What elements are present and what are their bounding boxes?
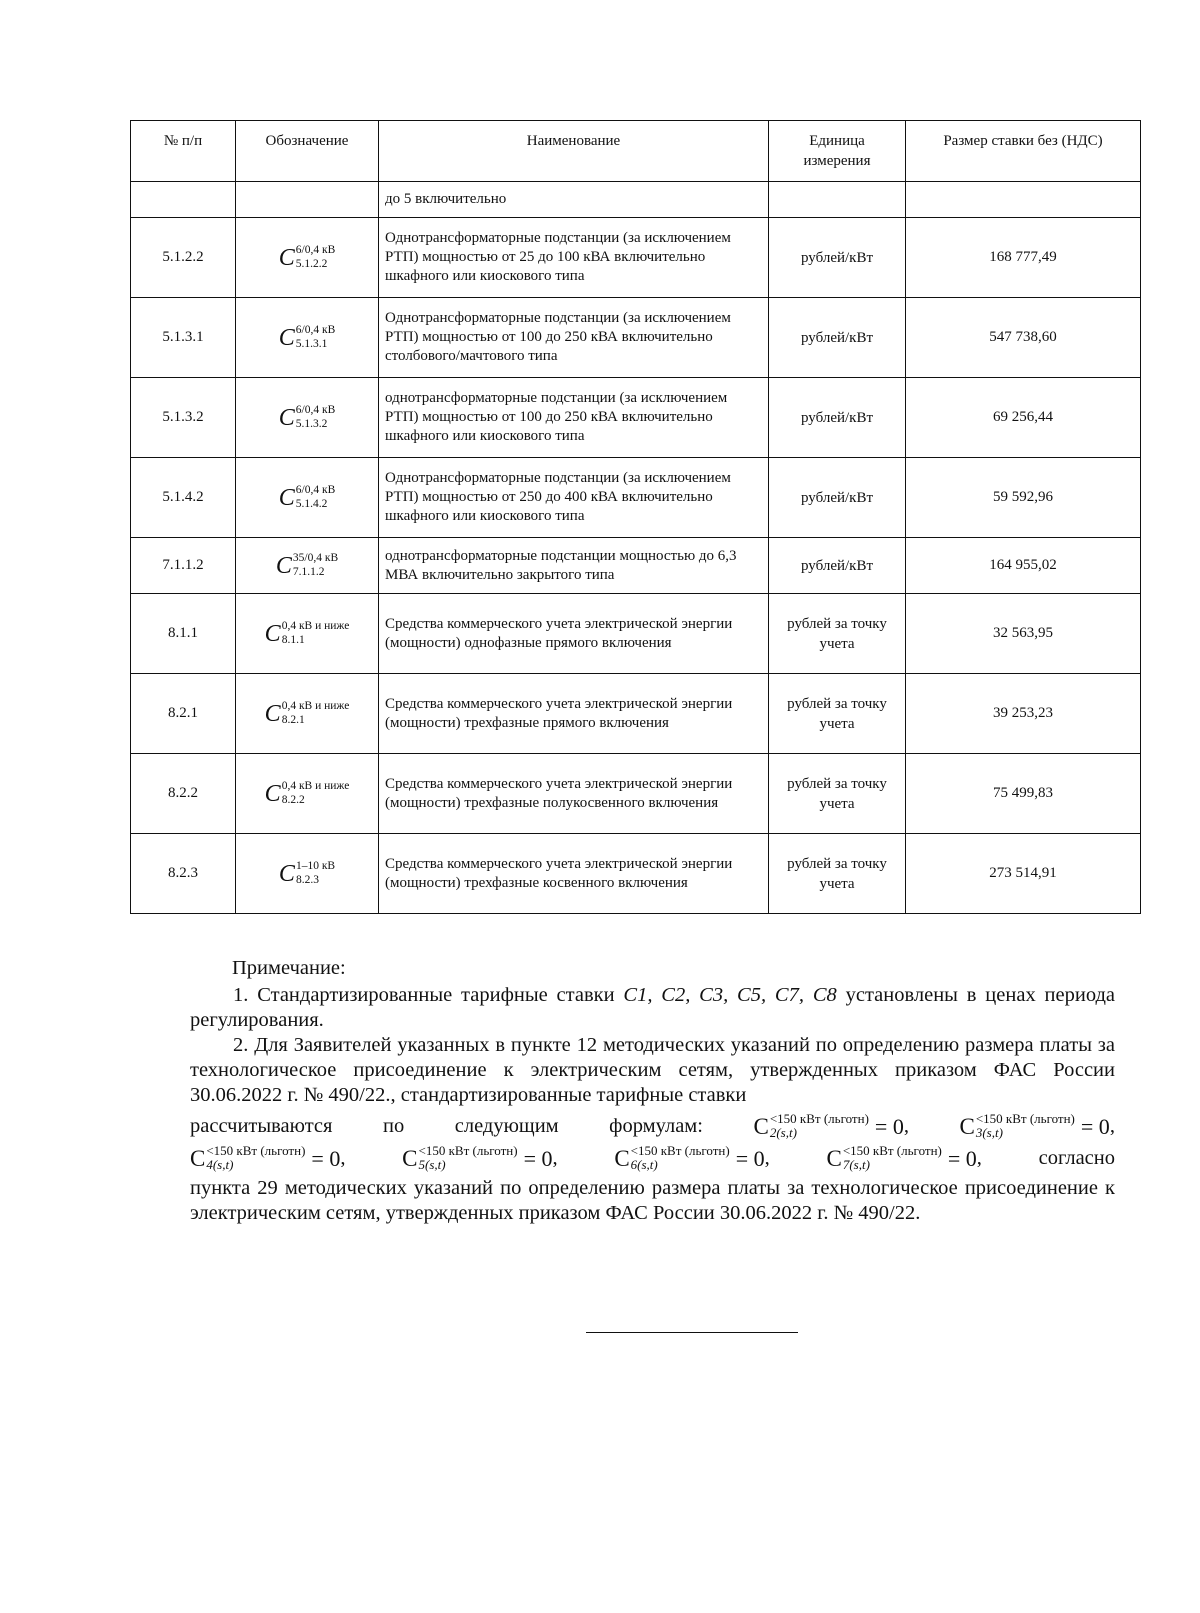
row-name: Средства коммерческого учета электрической энергии (мощности) однофазные прямого включения [379, 594, 769, 674]
column-header-unit: Единица измерения [769, 121, 906, 182]
row-name: Однотрансформаторные подстанции (за исключением РТП) мощностью от 250 до 400 кВА включительно шкафного или киоскового типа [379, 458, 769, 538]
row-rate-value: 168 777,49 [906, 218, 1141, 298]
formula-c5: C <150 кВт (льготн) 5(s,t) = 0 , [402, 1143, 558, 1172]
row-symbol [236, 298, 379, 378]
row-unit: рублей за точку учета [769, 754, 906, 834]
row-rate-value: 547 738,60 [906, 298, 1141, 378]
row-unit: рублей за точку учета [769, 594, 906, 674]
note-2-text: 2. Для Заявителей указанных в пункте 12 методических указаний по определению размера платы за технологическое присоединение к электрическим сетям, утвержденных приказом ФАС России 30.06.2022 г. № 490/22., стандартизированные тарифные ставки [190, 1034, 1115, 1106]
row-rate-value [906, 182, 1141, 218]
tariff-rates-table [130, 120, 1141, 914]
column-header-name: Наименование [379, 121, 769, 182]
rate-symbol: C 6/0,4 кВ 5.1.3.1 [278, 324, 336, 351]
row-number: 7.1.1.2 [131, 538, 236, 594]
row-rate-value: 273 514,91 [906, 834, 1141, 914]
note-1: 1. Стандартизированные тарифные ставки C1, C2, C3, C5, C7, C8 установлены в ценах периода регулирования. [190, 984, 1116, 1031]
rate-symbol: C 6/0,4 кВ 5.1.2.2 [278, 244, 336, 271]
row-name: Средства коммерческого учета электрической энергии (мощности) трехфазные полукосвенного включения [379, 754, 769, 834]
row-number [131, 182, 236, 218]
row-symbol [236, 458, 379, 538]
row-rate-value: 75 499,83 [906, 754, 1141, 834]
rate-symbol: C 0,4 кВ и ниже 8.1.1 [264, 620, 350, 647]
table-body [131, 182, 1141, 914]
formula-c2: C <150 кВт (льготн) 2(s,t) = 0 , [753, 1111, 909, 1140]
table-row [131, 594, 1141, 674]
formula-c7: C <150 кВт (льготн) 7(s,t) = 0 , [826, 1143, 982, 1172]
row-symbol [236, 378, 379, 458]
table-row [131, 538, 1141, 594]
row-name: до 5 включительно [379, 182, 769, 218]
row-unit: рублей за точку учета [769, 834, 906, 914]
table-row [131, 218, 1141, 298]
notes-heading: Примечание: [232, 957, 346, 979]
row-number: 8.1.1 [131, 594, 236, 674]
table-row [131, 834, 1141, 914]
row-unit: рублей/кВт [769, 378, 906, 458]
row-number: 5.1.2.2 [131, 218, 236, 298]
rate-symbol: C 0,4 кВ и ниже 8.2.1 [264, 700, 350, 727]
row-symbol [236, 538, 379, 594]
row-number: 5.1.4.2 [131, 458, 236, 538]
row-rate-value: 39 253,23 [906, 674, 1141, 754]
formula-c3: C <150 кВт (льготн) 3(s,t) = 0 , [959, 1111, 1115, 1140]
rate-symbols: C1, C2, C3, C5, C7, C8 [623, 984, 837, 1006]
row-unit: рублей/кВт [769, 538, 906, 594]
formula-line-1: рассчитываются по следующим формулам: C <150 кВт (льготн) 2(s,t) = 0 , C <150 кВт (льготн) 3(s,t) = 0 , [190, 1111, 1115, 1140]
row-unit: рублей за точку учета [769, 674, 906, 754]
rate-symbol: C 6/0,4 кВ 5.1.3.2 [278, 404, 336, 431]
table-row [131, 378, 1141, 458]
row-symbol [236, 182, 379, 218]
table-row [131, 298, 1141, 378]
table-row [131, 182, 1141, 218]
rate-symbol: C 1–10 кВ 8.2.3 [278, 860, 336, 887]
formula-line-2: C <150 кВт (льготн) 4(s,t) = 0 , C <150 кВт (льготн) 5(s,t) = 0 , C <150 кВт (льготн) 6(s,t) = 0 , C <150 кВт (льготн) 7(s,t) = 0 , согласно [190, 1143, 1115, 1172]
row-symbol [236, 674, 379, 754]
table-row [131, 754, 1141, 834]
row-number: 5.1.3.1 [131, 298, 236, 378]
table-row [131, 674, 1141, 754]
row-unit: рублей/кВт [769, 298, 906, 378]
column-header-number: № п/п [131, 121, 236, 182]
row-name: Средства коммерческого учета электрической энергии (мощности) трехфазные прямого включения [379, 674, 769, 754]
formula-c4: C <150 кВт (льготн) 4(s,t) = 0 , [190, 1143, 346, 1172]
row-unit [769, 182, 906, 218]
note-2-end: пункта 29 методических указаний по определению размера платы за технологическое присоединение к электрическим сетям, утвержденных приказом ФАС России 30.06.2022 г. № 490/22. [190, 1177, 1115, 1224]
row-unit: рублей/кВт [769, 458, 906, 538]
row-rate-value: 59 592,96 [906, 458, 1141, 538]
row-symbol [236, 218, 379, 298]
row-symbol [236, 754, 379, 834]
row-number: 8.2.3 [131, 834, 236, 914]
row-name: Средства коммерческого учета электрической энергии (мощности) трехфазные косвенного включения [379, 834, 769, 914]
row-name: Однотрансформаторные подстанции (за исключением РТП) мощностью от 25 до 100 кВА включительно шкафного или киоскового типа [379, 218, 769, 298]
row-name: однотрансформаторные подстанции мощностью до 6,3 МВА включительно закрытого типа [379, 538, 769, 594]
separator-line [586, 1332, 798, 1333]
row-number: 5.1.3.2 [131, 378, 236, 458]
row-unit: рублей/кВт [769, 218, 906, 298]
row-symbol [236, 594, 379, 674]
formula-c6: C <150 кВт (льготн) 6(s,t) = 0 , [614, 1143, 770, 1172]
row-rate-value: 164 955,02 [906, 538, 1141, 594]
column-header-symbol: Обозначение [236, 121, 379, 182]
row-rate-value: 32 563,95 [906, 594, 1141, 674]
row-name: Однотрансформаторные подстанции (за исключением РТП) мощностью от 100 до 250 кВА включительно столбового/мачтового типа [379, 298, 769, 378]
rate-symbol: C 0,4 кВ и ниже 8.2.2 [264, 780, 350, 807]
row-number: 8.2.2 [131, 754, 236, 834]
row-rate-value: 69 256,44 [906, 378, 1141, 458]
column-header-rate: Размер ставки без (НДС) [906, 121, 1141, 182]
table-row [131, 458, 1141, 538]
row-number: 8.2.1 [131, 674, 236, 754]
notes-section [190, 956, 1115, 1226]
row-symbol [236, 834, 379, 914]
row-name: однотрансформаторные подстанции (за исключением РТП) мощностью от 100 до 250 кВА включительно шкафного или киоскового типа [379, 378, 769, 458]
table-header-row [131, 121, 1141, 182]
rate-symbol: C 6/0,4 кВ 5.1.4.2 [278, 484, 336, 511]
rate-symbol: C 35/0,4 кВ 7.1.1.2 [275, 552, 339, 579]
